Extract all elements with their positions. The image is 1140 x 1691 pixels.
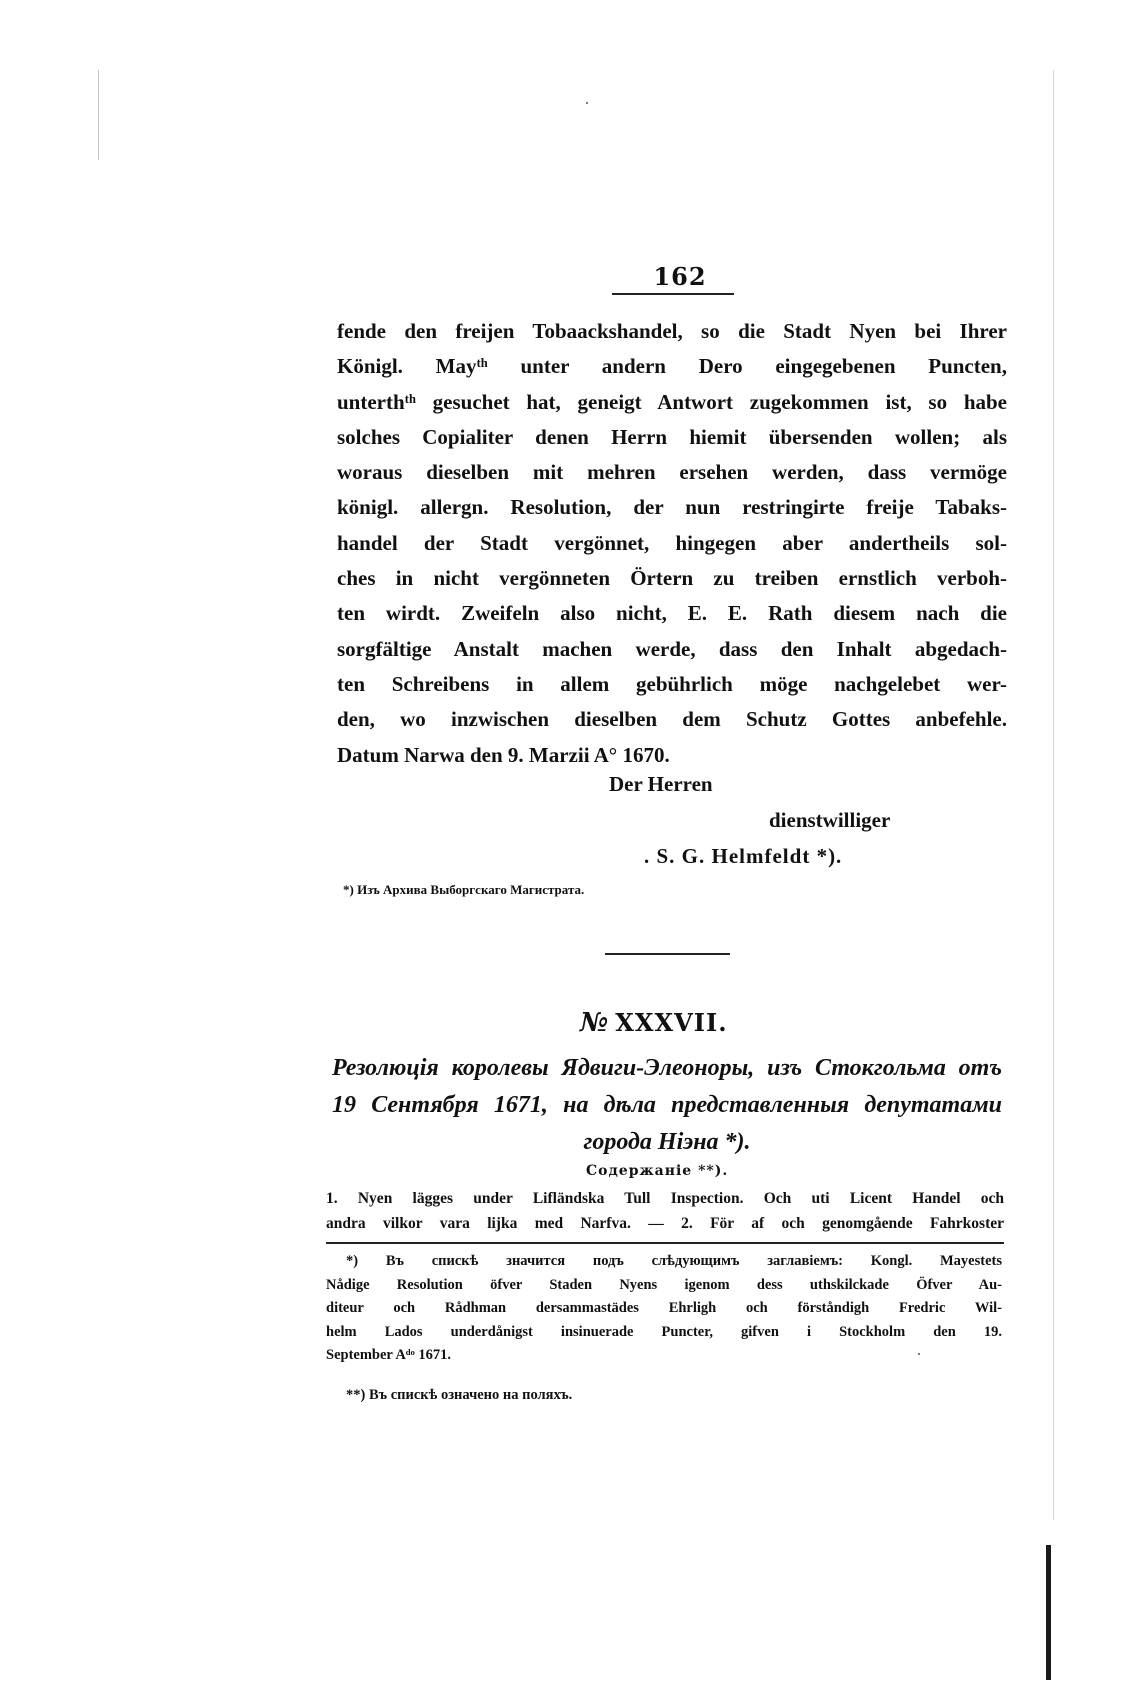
letter-line: königl. allergn. Resolution, der nun restringirte freije Tabaks- — [337, 495, 1007, 520]
footnote-list-title — [326, 1250, 1002, 1368]
section-divider — [605, 953, 730, 955]
title-line: 19 Сентября 1671, на дѣла представленныя депутатами — [332, 1092, 1002, 1118]
letter-line: unterthᵗʰ gesuchet hat, geneigt Antwort zugekommen ist, so habe — [337, 389, 1007, 414]
title-line: Резолюція королевы Ядвиги-Элеоноры, изъ Стокгольма отъ — [332, 1055, 1002, 1081]
letter-line: Königl. Mayᵗʰ unter andern Dero eingegebenen Puncten, — [337, 354, 1007, 379]
footnote-line: Nådige Resolution öfver Staden Nyens igenom dess uthskilckade Öfver Au- — [326, 1276, 1002, 1293]
footnote-archive: *) Изъ Архива Выборгскаго Магистрата. — [343, 882, 585, 897]
document-number — [580, 1008, 760, 1038]
scan-edge-left — [98, 70, 99, 160]
letter-line: ches in nicht vergönneten Örtern zu treiben ernstlich verboh- — [337, 566, 1007, 591]
number-sign: № — [580, 1008, 610, 1038]
closing-service: dienstwilliger — [769, 808, 891, 832]
letter-line: woraus dieselben mit mehren ersehen werden, dass vermöge — [337, 460, 1007, 485]
footnote-margin: **) Въ спискѣ означено на поляхъ. — [346, 1387, 573, 1403]
footnote-line: September Aᵈᵒ 1671. — [326, 1347, 452, 1364]
scan-speck — [586, 102, 588, 104]
signature: . S. G. Helmfeldt *). — [644, 844, 843, 868]
scan-edge-right — [1053, 70, 1054, 1520]
closing-salutation: Der Herren — [609, 772, 713, 796]
footnote-line: helm Lados underdånigst insinuerade Puncter, gifven i Stockholm den 19. — [326, 1323, 1002, 1340]
letter-line: ten wirdt. Zweifeln also nicht, E. E. Rath diesem nach die — [337, 601, 1007, 626]
title-line: города Ніэна *). — [583, 1129, 751, 1155]
letter-line: den, wo inzwischen dieselben dem Schutz Gottes anbefehle. — [337, 707, 1007, 732]
letter-line: solches Copialiter denen Herrn hiemit übersenden wollen; als — [337, 424, 1007, 449]
contents-heading: Содержаніе **). — [586, 1163, 729, 1179]
contents-text — [326, 1186, 1004, 1236]
letter-line: handel der Stadt vergönnet, hingegen aber andertheils sol- — [337, 530, 1007, 555]
letter-line: fende den freijen Tobaackshandel, so die Stadt Nyen bei Ihrer — [337, 319, 1007, 343]
letter-date-line: Datum Narwa den 9. Marzii A° 1670. — [337, 742, 670, 767]
footnote-line: *) Въ спискѣ значится подъ слѣдующимъ заглавіемъ: Kongl. Mayestets — [346, 1253, 1002, 1269]
page-number: 162 — [653, 262, 707, 291]
header-rule — [612, 293, 734, 295]
letter-line: sorgfältige Anstalt machen werde, dass den Inhalt abgedach- — [337, 636, 1007, 661]
letter-body — [337, 314, 1007, 773]
document-number-value: XXXVII. — [615, 1008, 728, 1037]
scan-mark — [1046, 1545, 1051, 1680]
footnote-divider — [326, 1242, 1004, 1244]
document-title — [332, 1050, 1002, 1161]
letter-line: ten Schreibens in allem gebührlich möge nachgelebet wer- — [337, 671, 1007, 696]
contents-line: andra vilkor vara lijka med Narfva. — 2. För af och genomgående Fahrkoster — [326, 1215, 1004, 1232]
contents-line: 1. Nyen lägges under Lifländska Tull Inspection. Och uti Licent Handel och — [326, 1190, 1004, 1207]
footnote-line: diteur och Rådhman dersammastädes Ehrligh och förståndigh Fredric Wil- — [326, 1300, 1002, 1317]
